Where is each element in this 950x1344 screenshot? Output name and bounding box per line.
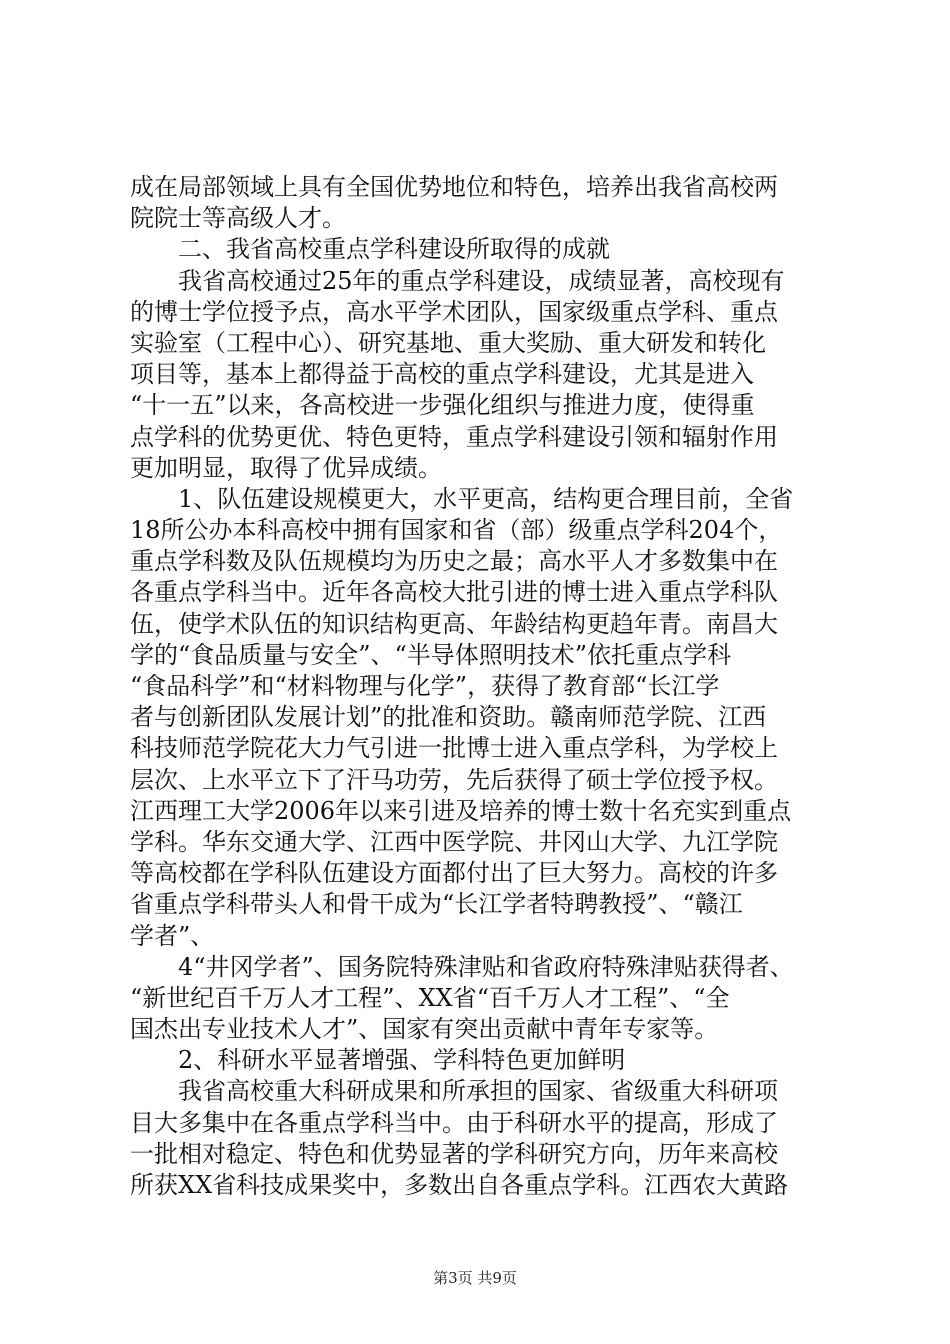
text-line: 成在局部领域上具有全国优势地位和特色，培养出我省高校两 xyxy=(130,173,778,201)
text-line: 18所公办本科高校中拥有国家和省（部）级重点学科204个， xyxy=(130,516,783,545)
text-line: 学者”、 xyxy=(130,921,215,950)
text-line: “十一五”以来，各高校进一步强化组织与推进力度，使得重 xyxy=(130,391,755,420)
text-line: 学科。华东交通大学、江西中医学院、井冈山大学、九江学院 xyxy=(130,827,778,856)
text-line: “新世纪百千万人才工程”、XX省“百千万人才工程”、“全 xyxy=(130,983,730,1012)
text-line: 所获XX省科技成果奖中，多数出自各重点学科。江西农大黄路 xyxy=(130,1171,789,1199)
text-line: 1、队伍建设规模更大，水平更高，结构更合理目前，全省 xyxy=(130,484,794,513)
page-footer: 第3页 共9页 xyxy=(433,1269,517,1287)
text-line: 2、科研水平显著增强、学科特色更加鲜明 xyxy=(130,1046,626,1075)
text-line: 各重点学科当中。近年各高校大批引进的博士进入重点学科队 xyxy=(130,578,778,607)
text-line: 4“井冈学者”、国务院特殊津贴和省政府特殊津贴获得者、 xyxy=(130,952,794,981)
text-line: 学的“食品质量与安全”、“半导体照明技术”依托重点学科 xyxy=(130,640,732,669)
text-line: 者与创新团队发展计划”的批准和资助。赣南师范学院、江西 xyxy=(130,703,767,732)
text-line: 点学科的优势更优、特色更特，重点学科建设引领和辐射作用 xyxy=(130,422,778,451)
text-line: 目大多集中在各重点学科当中。由于科研水平的提高，形成了 xyxy=(130,1108,778,1137)
text-line: 科技师范学院花大力气引进一批博士进入重点学科，为学校上 xyxy=(130,734,778,763)
text-line: 国杰出专业技术人才”、国家有突出贡献中青年专家等。 xyxy=(130,1015,719,1044)
text-line: 我省高校重大科研成果和所承担的国家、省级重大科研项 xyxy=(130,1077,778,1106)
text-line: 我省高校通过25年的重点学科建设，成绩显著，高校现有 xyxy=(130,266,785,295)
document-body xyxy=(130,172,830,1201)
text-line: 层次、上水平立下了汗马功劳，先后获得了硕士学位授予权。 xyxy=(130,765,778,794)
text-line: 伍，使学术队伍的知识结构更高、年龄结构更趋年青。南昌大 xyxy=(130,609,778,638)
text-line: 省重点学科带头人和骨干成为“长江学者特聘教授”、“赣江 xyxy=(130,890,743,919)
text-line: 的博士学位授予点，高水平学术团队，国家级重点学科、重点 xyxy=(130,297,778,326)
text-line: 更加明显，取得了优异成绩。 xyxy=(130,453,442,482)
text-line: 院院士等高级人才。 xyxy=(130,204,346,233)
text-line: 一批相对稳定、特色和优势显著的学科研究方向，历年来高校 xyxy=(130,1139,778,1168)
text-line: “食品科学”和“材料物理与化学”，获得了教育部“长江学 xyxy=(130,672,720,700)
text-line: 二、我省高校重点学科建设所取得的成就 xyxy=(130,235,610,264)
text-line: 等高校都在学科队伍建设方面都付出了巨大努力。高校的许多 xyxy=(130,859,778,888)
text-line: 江西理工大学2006年以来引进及培养的博士数十名充实到重点 xyxy=(130,796,792,825)
text-line: 实验室（工程中心）、研究基地、重大奖励、重大研发和转化 xyxy=(130,328,766,357)
text-line: 项目等，基本上都得益于高校的重点学科建设，尤其是进入 xyxy=(130,360,754,389)
text-line: 重点学科数及队伍规模均为历史之最；高水平人才多数集中在 xyxy=(130,547,778,576)
